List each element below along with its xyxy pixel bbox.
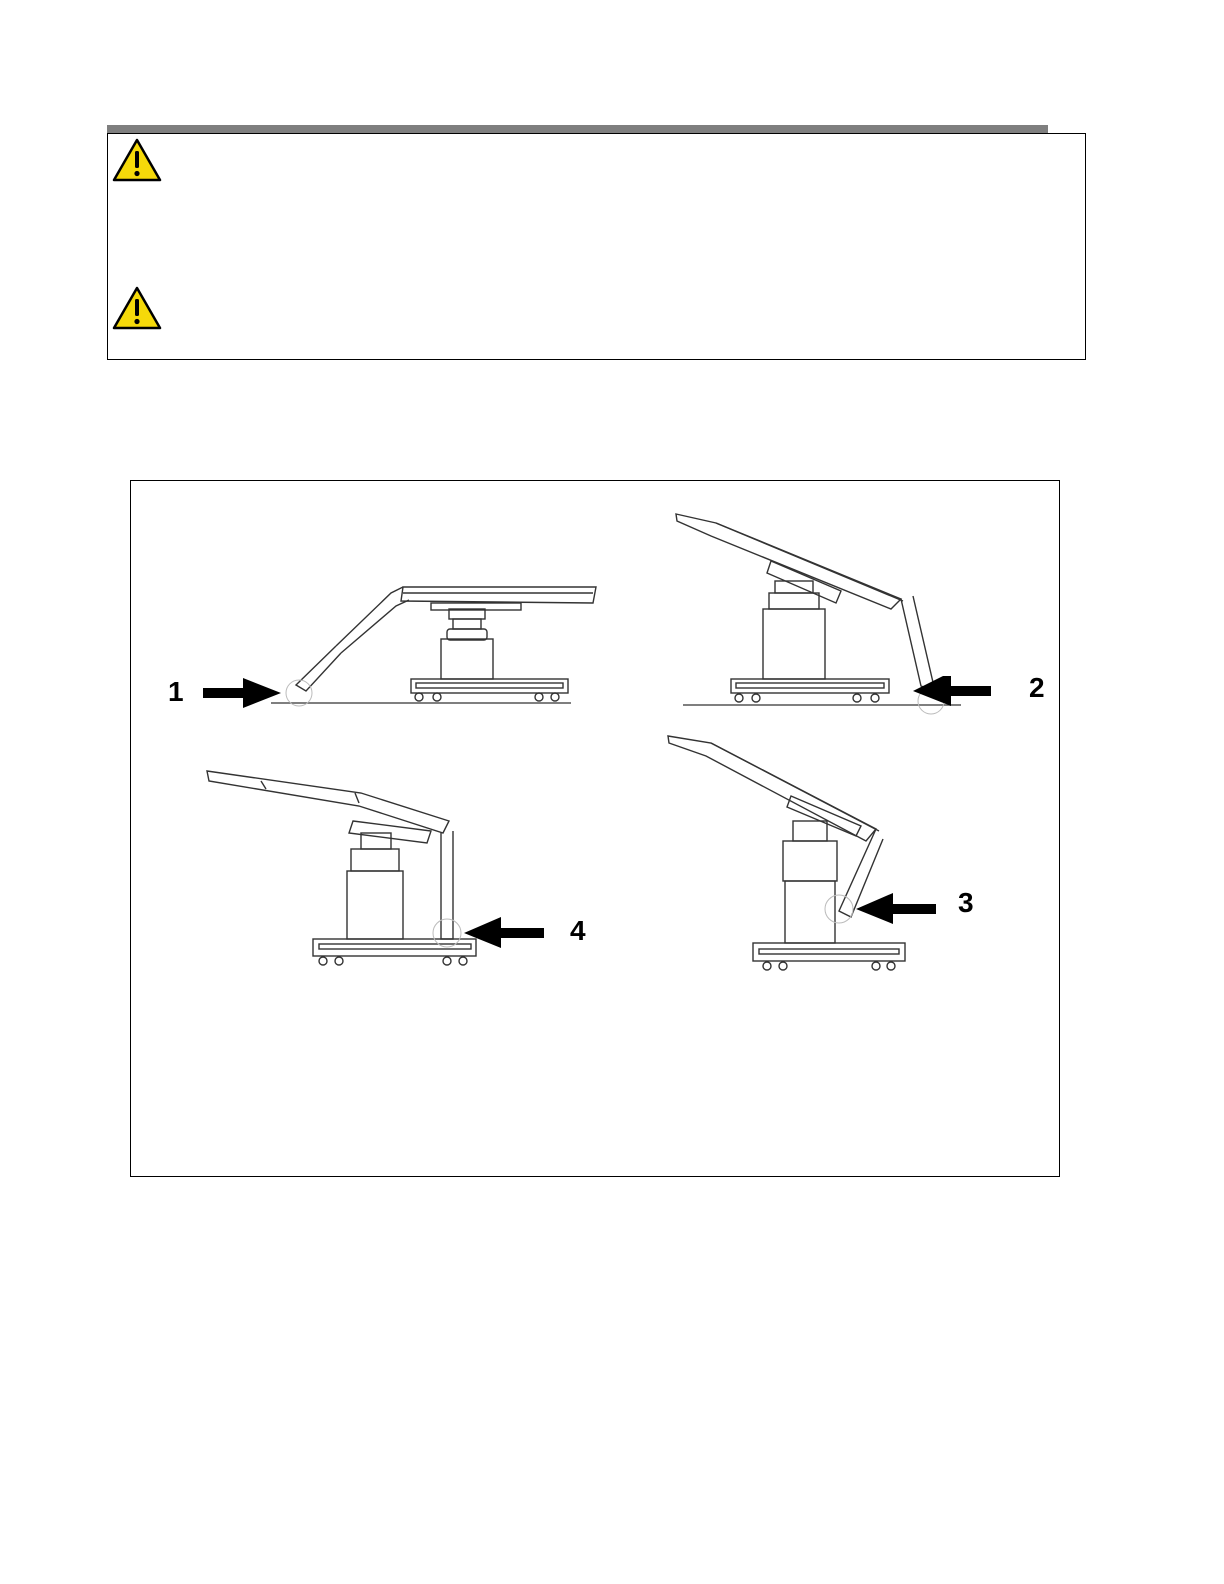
callout-2: 2	[1029, 672, 1045, 703]
callout-1: 1	[168, 676, 184, 707]
callout-3: 3	[958, 887, 974, 918]
table-drawing-2	[676, 514, 961, 714]
arrow-3-icon	[856, 893, 936, 924]
warning-triangle-icon	[112, 138, 162, 182]
table-drawing-3	[668, 736, 905, 970]
callout-4: 4	[570, 915, 586, 946]
table-drawing-4	[207, 771, 476, 965]
figure-box	[130, 480, 1060, 1177]
arrow-2-icon	[913, 676, 991, 706]
header-rule	[107, 125, 1048, 133]
warning-triangle-icon	[112, 286, 162, 330]
warning-box	[107, 133, 1086, 360]
table-positions-illustration	[131, 481, 1058, 1175]
arrow-1-icon	[203, 678, 281, 708]
table-drawing-1	[271, 587, 596, 706]
